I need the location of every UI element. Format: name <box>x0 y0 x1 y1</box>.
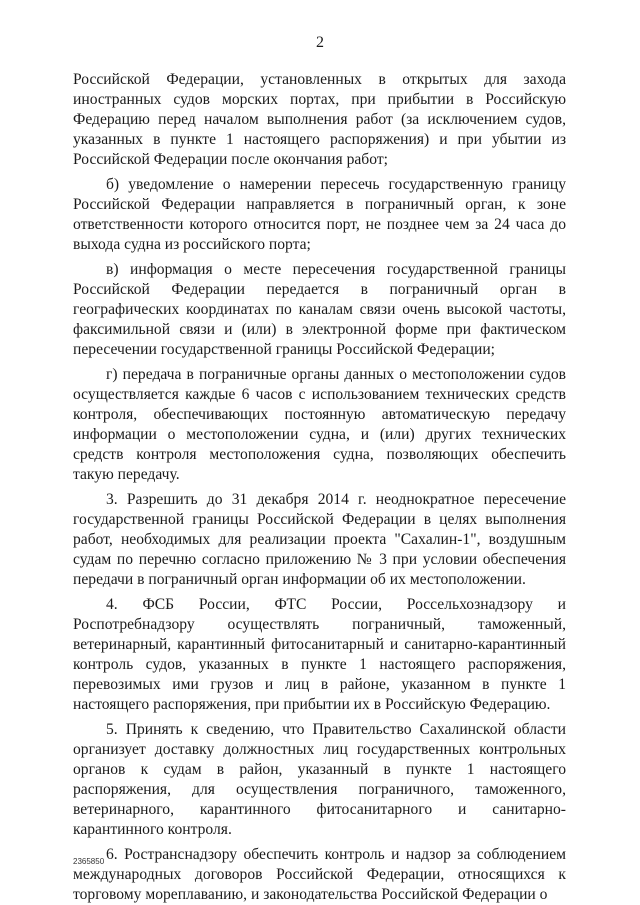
document-body <box>73 70 566 905</box>
paragraph-clause-6: 6. Ространснадзору обеспечить контроль и надзор за соблюдением международных договоров Российской Федерации, относящихся к торговому мореплаванию, и законодательства Российской Федерации о <box>73 846 566 903</box>
page-number: 2 <box>316 34 324 51</box>
paragraph-clause-5: 5. Принять к сведению, что Правительство Сахалинской области организует доставку должностных лиц государственных контрольных органов к судам в район, указанный в пункте 1 настоящего распоряжения, для осуществления пограничного, таможенного, ветеринарного, карантинного фитосанитарного и санитарно-карантинного контроля. <box>73 721 566 838</box>
paragraph-clause-3: 3. Разрешить до 31 декабря 2014 г. неоднократное пересечение государственной границы Российской Федерации в целях выполнения работ, необходимых для реализации проекта "Сахалин-1", воздушным судам по перечню согласно приложению № 3 при условии обеспечения передачи в пограничный орган информации об их местоположении. <box>73 491 566 588</box>
document-code: 2365850 <box>73 857 105 866</box>
paragraph-item-b: б) уведомление о намерении пересечь государственную границу Российской Федерации направляется в пограничный орган, к зоне ответственности которого относится порт, не позднее чем за 24 часа до выхода судна из российского порта; <box>73 176 566 253</box>
paragraph-item-g: г) передача в пограничные органы данных о местоположении судов осуществляется каждые 6 часов с использованием технических средств контроля, обеспечивающих постоянную автоматическую передачу информации о местоположении судна, и (или) других технических средств контроля местоположения судна, позволяющих обеспечить такую передачу. <box>73 366 566 483</box>
paragraph-clause-4: 4. ФСБ России, ФТС России, Россельхознадзору и Роспотребнадзору осуществлять пограничный, таможенный, ветеринарный, карантинный фитосанитарный и санитарно-карантинный контроль судов, указанных в пункте 1 настоящего распоряжения, перевозимых ими грузов и лиц в районе, указанном в пункте 1 настоящего распоряжения, при прибытии их в Российскую Федерацию. <box>73 596 566 713</box>
paragraph-item-v: в) информация о месте пересечения государственной границы Российской Федерации передается в пограничный орган в географических координатах по каналам связи очень высокой частоты, факсимильной связи и (или) в электронной форме при фактическом пересечении государственной границы Российской Федерации; <box>73 261 566 358</box>
paragraph-continuation: Российской Федерации, установленных в открытых для захода иностранных судов морских портах, при прибытии в Российскую Федерацию перед началом выполнения работ (за исключением судов, указанных в пункте 1 настоящего распоряжения) и при убытии из Российской Федерации после окончания работ; <box>73 71 566 168</box>
